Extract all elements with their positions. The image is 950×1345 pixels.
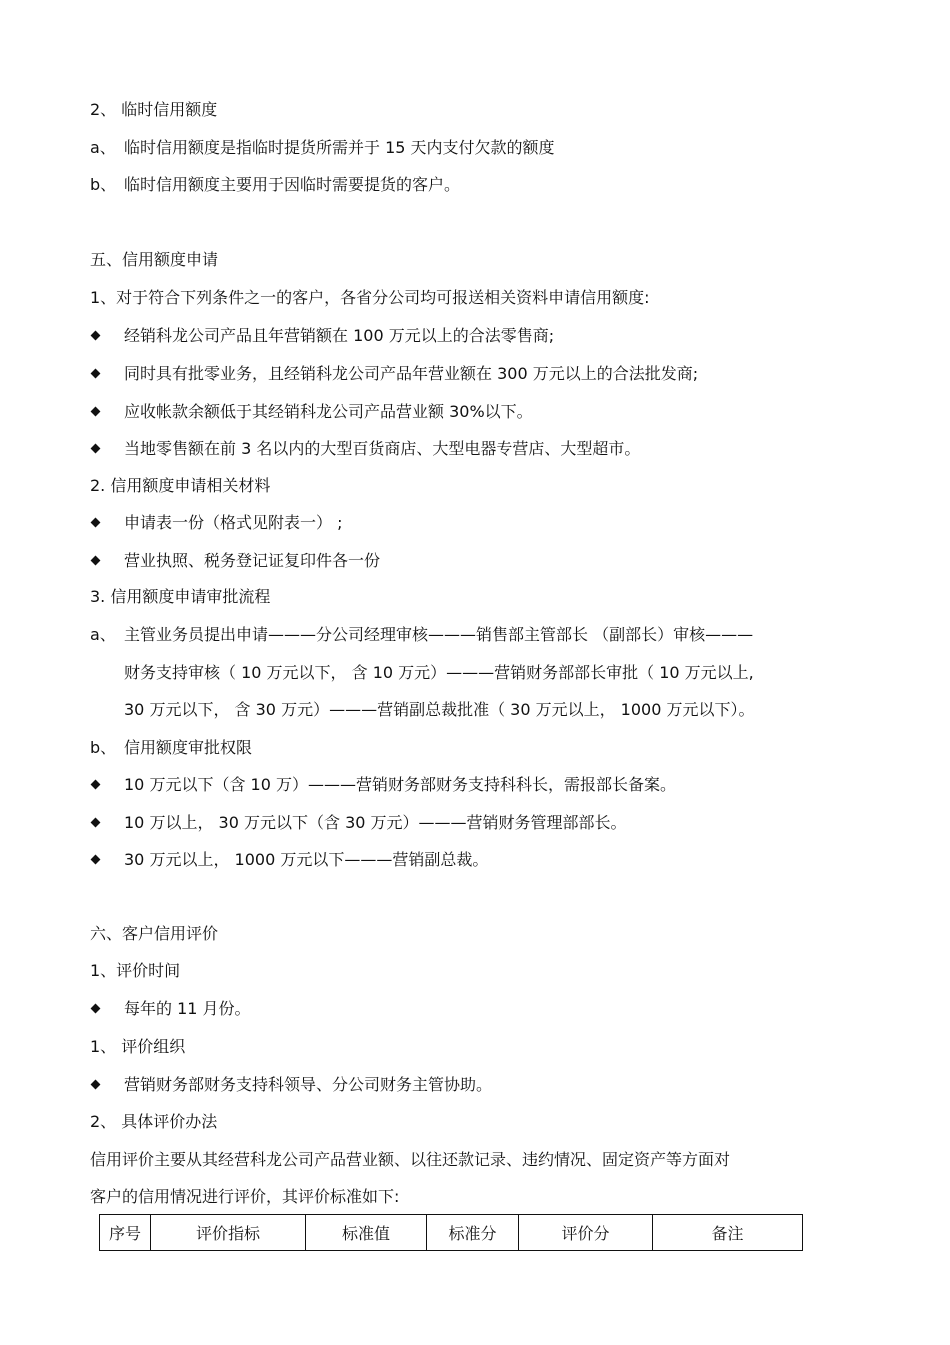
flow-line: 30 万元以下， 含 30 万元）———营销副总裁批准（ 30 万元以上， 1000 万元以下）。 [124, 700, 755, 719]
section2-a-text: 临时信用额度是指临时提货所需并于 15 天内支付欠款的额度 [124, 138, 555, 157]
section2-b-marker: b、 [90, 175, 117, 194]
diamond-bullet-icon [91, 407, 101, 417]
diamond-bullet-icon [91, 331, 101, 341]
table-header-cell: 标准分 [427, 1215, 519, 1251]
list-item: 30 万元以上， 1000 万元以下———营销副总裁。 [124, 850, 489, 869]
diamond-bullet-icon [91, 855, 101, 865]
section6-p2: 1、 评价组织 [90, 1037, 186, 1056]
diamond-bullet-icon [91, 1004, 101, 1014]
list-item: 10 万元以下（含 10 万）———营销财务部财务支持科科长，需报部长备案。 [124, 775, 676, 794]
diamond-bullet-icon [91, 556, 101, 566]
section5-b-text: 信用额度审批权限 [124, 738, 253, 757]
section5-heading: 五、信用额度申请 [90, 250, 219, 269]
flow-line: 财务支持审核（ 10 万元以下， 含 10 万元）———营销财务部部长审批（ 10 万元以上, [124, 663, 754, 682]
diamond-bullet-icon [91, 780, 101, 790]
section5-a-marker: a、 [90, 625, 116, 644]
diamond-bullet-icon [91, 444, 101, 454]
list-item: 10 万以上， 30 万元以下（含 30 万元）———营销财务管理部部长。 [124, 813, 627, 832]
paragraph-line: 信用评价主要从其经营科龙公司产品营业额、以往还款记录、违约情况、固定资产等方面对 [90, 1150, 731, 1169]
diamond-bullet-icon [91, 1080, 101, 1090]
section6-heading: 六、客户信用评价 [90, 924, 219, 943]
section6-p3: 2、 具体评价办法 [90, 1112, 218, 1131]
list-item: 每年的 11 月份。 [124, 999, 251, 1018]
section2-a-marker: a、 [90, 138, 116, 157]
table-header-cell: 标准值 [306, 1215, 427, 1251]
list-item: 营销财务部财务支持科领导、分公司财务主管协助。 [124, 1075, 493, 1094]
diamond-bullet-icon [91, 518, 101, 528]
evaluation-table [99, 1214, 803, 1251]
section2-heading: 2、 临时信用额度 [90, 100, 218, 119]
section2-b-text: 临时信用额度主要用于因临时需要提货的客户。 [124, 175, 461, 194]
table-header-cell: 评价分 [519, 1215, 653, 1251]
list-item: 当地零售额在前 3 名以内的大型百货商店、大型电器专营店、大型超市。 [124, 439, 641, 458]
section5-p1: 1、对于符合下列条件之一的客户，各省分公司均可报送相关资料申请信用额度: [90, 288, 650, 307]
paragraph-line: 客户的信用情况进行评价，其评价标准如下: [90, 1187, 400, 1206]
list-item: 应收帐款余额低于其经销科龙公司产品营业额 30%以下。 [124, 402, 533, 421]
list-item: 申请表一份（格式见附表一） ; [124, 513, 343, 532]
table-header-row [100, 1215, 803, 1251]
diamond-bullet-icon [91, 369, 101, 379]
section6-p1: 1、评价时间 [90, 961, 181, 980]
section5-p3: 3. 信用额度申请审批流程 [90, 587, 271, 606]
list-item: 同时具有批零业务，且经销科龙公司产品年营业额在 300 万元以上的合法批发商; [124, 364, 699, 383]
section5-b-marker: b、 [90, 738, 117, 757]
list-item: 经销科龙公司产品且年营销额在 100 万元以上的合法零售商; [124, 326, 555, 345]
table-header-cell: 序号 [100, 1215, 151, 1251]
table-header-cell: 评价指标 [151, 1215, 306, 1251]
flow-line: 主管业务员提出申请———分公司经理审核———销售部主管部长 （副部长）审核——— [124, 625, 754, 644]
diamond-bullet-icon [91, 818, 101, 828]
section5-p2: 2. 信用额度申请相关材料 [90, 476, 271, 495]
list-item: 营业执照、税务登记证复印件各一份 [124, 551, 381, 570]
table-header-cell: 备注 [653, 1215, 803, 1251]
